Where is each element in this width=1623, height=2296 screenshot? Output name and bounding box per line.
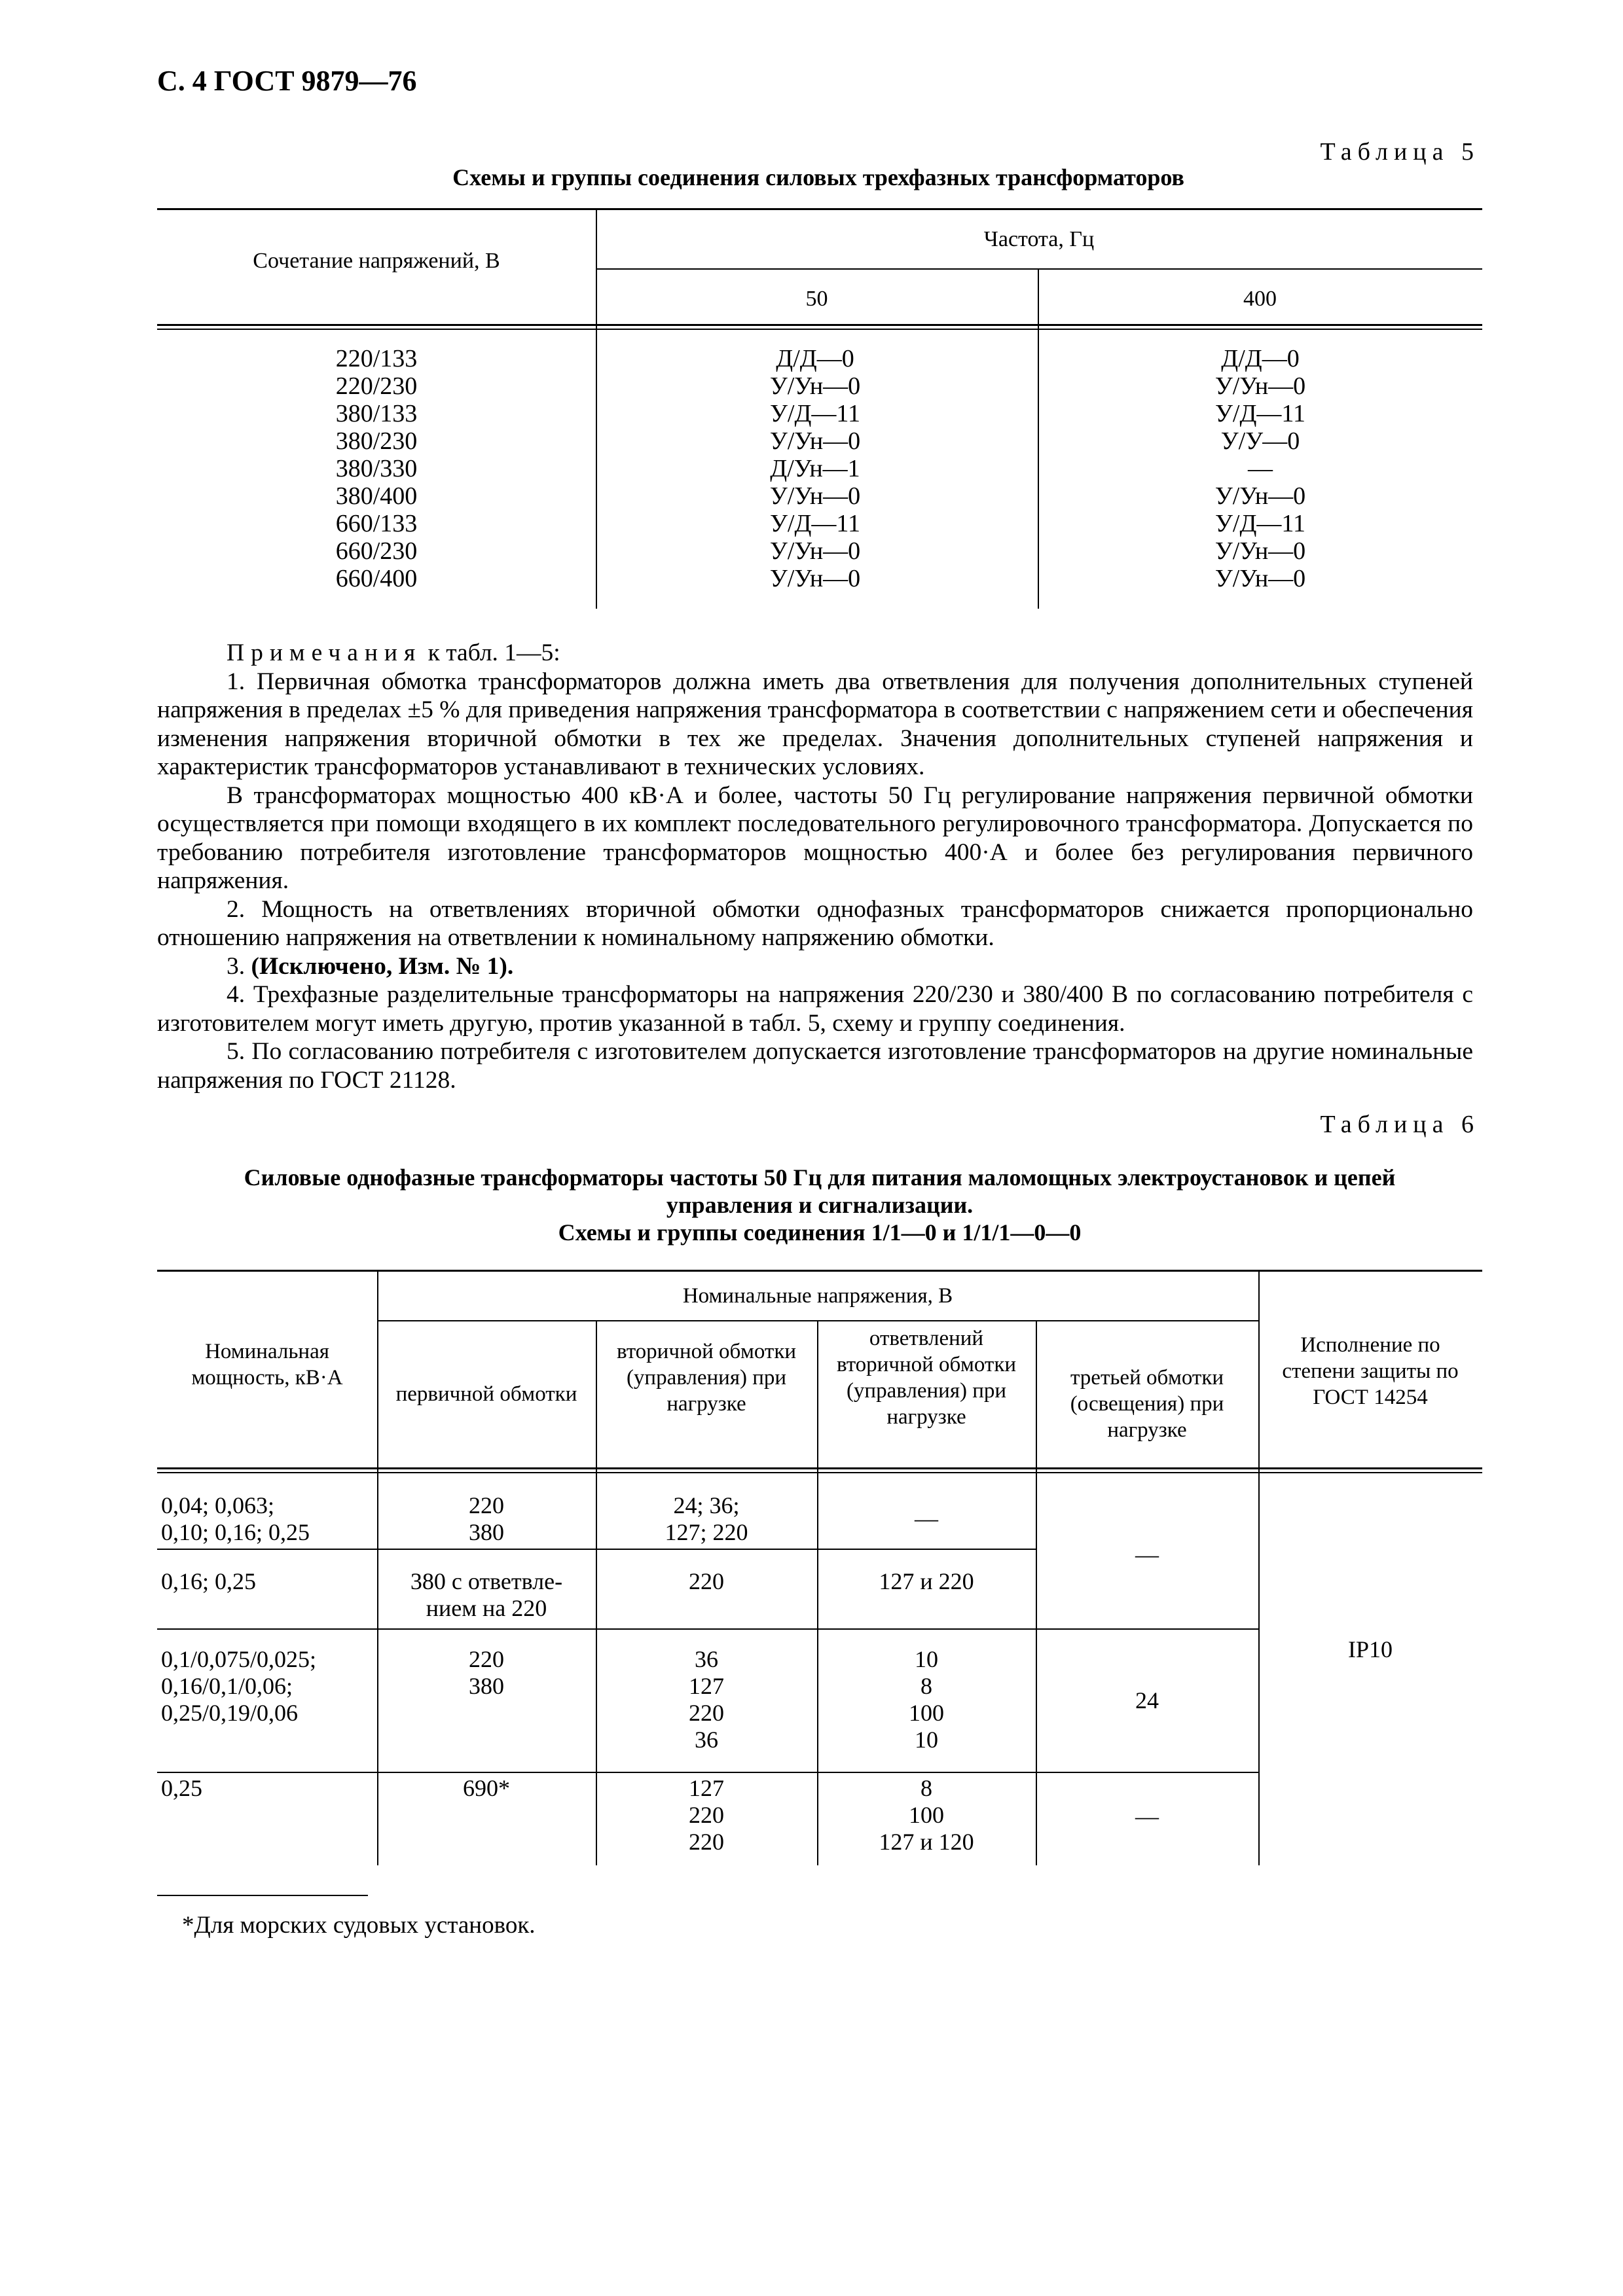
footnote-rule [157, 1895, 368, 1896]
table5-head-rule-1 [157, 324, 1482, 326]
table6-vline [1258, 1270, 1260, 1865]
table6-r3-third: 24 [1135, 1687, 1159, 1713]
table6-r3-power: 0,1/0,075/0,025; 0,16/0,1/0,06; 0,25/0,19/0,06 [161, 1646, 317, 1726]
table-cell: У/У—0 [1220, 427, 1300, 455]
table6-head-third: третьей обмотки (освещения) при нагрузке [1070, 1366, 1224, 1442]
table-row: 220/133 [335, 345, 418, 372]
table5-head-freq: Частота, Гц [983, 227, 1095, 251]
table6-r3-secondary: 36 127 220 36 [689, 1646, 724, 1753]
table6-r1-secondary: 24; 36; 127; 220 [665, 1492, 748, 1545]
table5-col-50 [707, 345, 923, 592]
table-cell: Д/Д—0 [776, 345, 854, 372]
notes-title: Примечания к табл. 1—5: [227, 639, 560, 666]
table-cell: У/Ун—0 [769, 427, 861, 455]
table6-r1-taps: — [915, 1505, 938, 1532]
table-cell: У/Ун—0 [769, 372, 861, 400]
table6-r4-secondary: 127 220 220 [689, 1775, 724, 1855]
table-row: 660/133 [335, 510, 418, 537]
table-cell: У/Д—11 [1215, 400, 1305, 427]
table5-top-rule [157, 208, 1482, 210]
table-row: 380/400 [335, 482, 418, 510]
note-4: 4. Трехфазные разделительные трансформаторы на напряжения 220/230 и 380/400 В по согласованию потребителя с изготовителем могут иметь другую, против указанной в табл. 5, схему и группу соединения. [157, 981, 1473, 1037]
table6-head-taps: ответвлений вторичной обмотки (управления) при нагрузке [836, 1327, 1017, 1429]
table6-vline [1036, 1320, 1037, 1865]
table-row: 380/230 [335, 427, 418, 455]
table5-head-400: 400 [1243, 287, 1277, 311]
table6-protection: IP10 [1347, 1636, 1393, 1662]
table6-r2-secondary: 220 [689, 1568, 724, 1594]
table-row: 380/133 [335, 400, 418, 427]
page-header: С. 4 ГОСТ 9879—76 [157, 65, 417, 97]
table6-r4-power: 0,25 [161, 1775, 202, 1801]
table6-r4-primary: 690* [463, 1775, 510, 1801]
table-cell: У/Ун—0 [1214, 372, 1306, 400]
table5-head-combo: Сочетание напряжений, В [253, 249, 500, 273]
table6-head-primary: первичной обмотки [395, 1382, 577, 1406]
table-cell: У/Ун—0 [1214, 482, 1306, 510]
table-cell: У/Д—11 [770, 400, 860, 427]
table6-r2-taps: 127 и 220 [879, 1568, 974, 1594]
table-row: 220/230 [335, 372, 418, 400]
table6-row-rule [157, 1628, 1258, 1630]
table6-head-voltages: Номинальные напряжения, В [682, 1284, 953, 1308]
table6-r4-taps: 8 100 127 и 120 [879, 1775, 974, 1855]
table6-r2-primary: 380 с ответвле- нием на 220 [410, 1568, 563, 1621]
table-cell: Д/Д—0 [1221, 345, 1300, 372]
table-cell: У/Ун—0 [769, 537, 861, 565]
table-cell: Д/Ун—1 [770, 455, 860, 482]
table-cell: У/Ун—0 [769, 565, 861, 592]
table-row: 660/400 [335, 565, 418, 592]
table-cell: У/Ун—0 [769, 482, 861, 510]
note-1b: В трансформаторах мощностью 400 кВ·А и более, частоты 50 Гц регулирование напряжения первичной обмотки осуществляется при помощи входящего в их комплект последовательного регулировочного трансформатора. Допускается по требованию потребителя изготовление трансформаторов мощностью 400·А и более без регулирования первичного напряжения. [157, 781, 1473, 894]
table5-freq-rule [596, 268, 1482, 270]
note-2: 2. Мощность на ответвлениях вторичной обмотки однофазных трансформаторов снижается пропорционально отношению напряжения на ответвлении к номинальному напряжению обмотки. [157, 895, 1473, 951]
table6-head-protection: Исполнение по степени защиты по ГОСТ 14254 [1282, 1333, 1459, 1409]
table6-head-rule-1 [157, 1467, 1482, 1469]
table6-row-rule [157, 1772, 1258, 1773]
table-cell: У/Д—11 [770, 510, 860, 537]
note-5: 5. По согласованию потребителя с изготовителем допускается изготовление трансформаторов на другие номинальные напряжения по ГОСТ 21128. [157, 1038, 1473, 1094]
table6-caption: Силовые однофазные трансформаторы частоты 50 Гц для питания маломощных электроустановок и цепей управления и сигнализации. Схемы и группы соединения 1/1—0 и 1/1/1—0—0 [244, 1164, 1396, 1246]
table6-r1-primary: 220 380 [469, 1492, 504, 1545]
table6-r3-taps: 10 8 100 10 [909, 1646, 944, 1753]
note-1a: 1. Первичная обмотка трансформаторов должна иметь два ответвления для получения дополнительных ступеней напряжения в пределах ±5 % для приведения напряжения трансформатора в соответствии с напряжением сети и обеспечения изменения напряжения вторичной обмотки в тех же пределах. Значения дополнительных ступеней напряжения и характеристик трансформаторов устанавливают в технических условиях. [157, 668, 1473, 780]
table-row: 660/230 [335, 537, 418, 565]
table5-col-voltage [301, 345, 452, 592]
table6-r1-power: 0,04; 0,063; 0,10; 0,16; 0,25 [161, 1492, 310, 1545]
table-cell: — [1248, 455, 1273, 482]
note-3: 3. (Исключено, Изм. № 1). [227, 952, 514, 980]
table6-head-power: Номинальная мощность, кВ·А [191, 1340, 343, 1390]
table-cell: У/Ун—0 [1214, 565, 1306, 592]
table5-col-400 [1152, 345, 1368, 592]
table6-head-rule-2 [157, 1472, 1482, 1473]
table5-vline-2 [1038, 268, 1039, 609]
footnote: *Для морских судовых установок. [182, 1912, 536, 1939]
table6-label: Таблица 6 [1320, 1111, 1480, 1138]
table6-top-rule [157, 1270, 1482, 1272]
table6-r4-third: — [1135, 1803, 1159, 1829]
table5-label: Таблица 5 [1320, 138, 1480, 166]
table5-head-50: 50 [805, 287, 828, 311]
table5-caption: Схемы и группы соединения силовых трехфазных трансформаторов [452, 164, 1184, 190]
table-cell: У/Ун—0 [1214, 537, 1306, 565]
table5-vline-1 [596, 208, 597, 609]
table6-r3-primary: 220 380 [469, 1646, 504, 1699]
table-cell: У/Д—11 [1215, 510, 1305, 537]
table6-r12-third: — [1135, 1541, 1159, 1568]
table6-r2-power: 0,16; 0,25 [161, 1568, 257, 1594]
table-row: 380/330 [335, 455, 418, 482]
table6-head-secondary: вторичной обмотки (управления) при нагрузке [616, 1340, 797, 1416]
notes-block [157, 639, 1473, 1094]
table5-head-rule-2 [157, 329, 1482, 330]
